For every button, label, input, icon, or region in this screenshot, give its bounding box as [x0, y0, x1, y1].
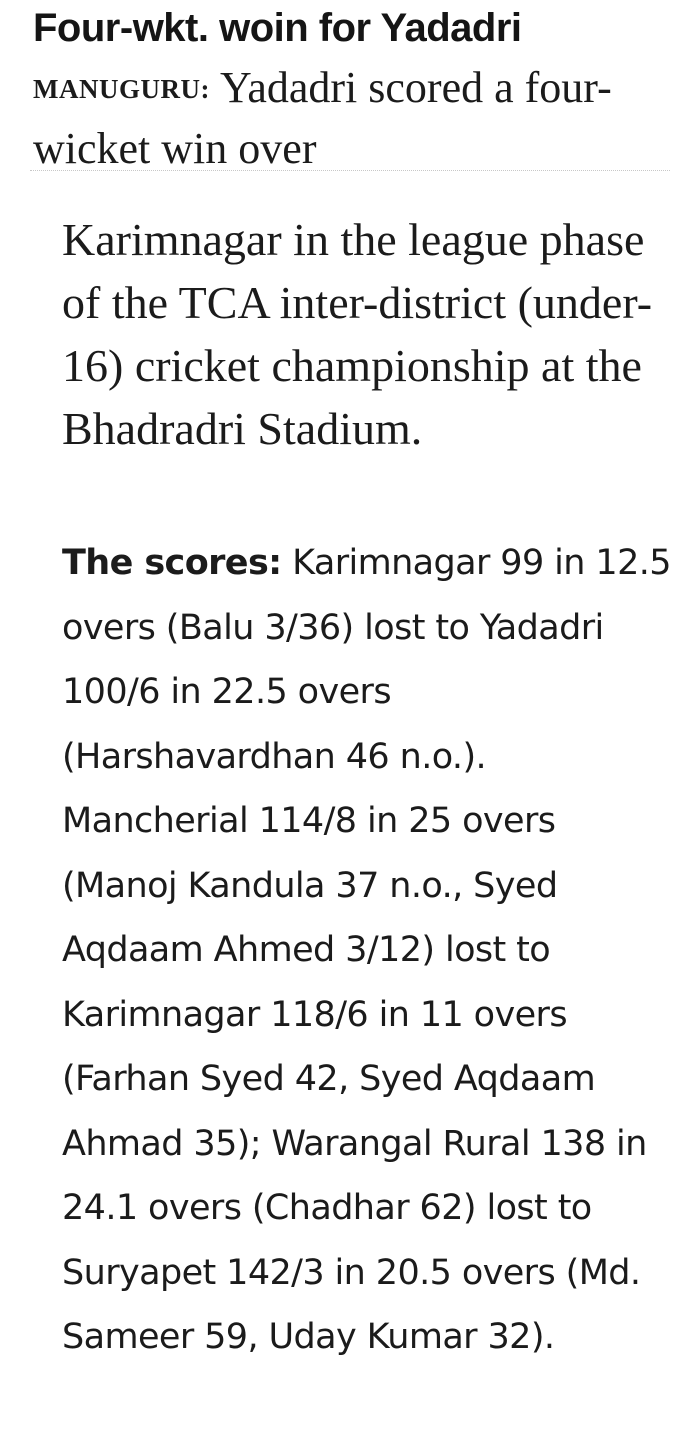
article-body: Karimnagar in the league phase of the TCA inter-district (under-16) cricket championship at the Bhadradri Stadium. — [62, 214, 653, 454]
article-intro — [33, 58, 673, 179]
scores-label: The scores: — [62, 543, 282, 583]
article-headline: Four-wkt. woin for Yadadri — [33, 6, 522, 50]
column-divider — [30, 170, 670, 179]
article-dateline: MANUGURU: — [33, 74, 210, 104]
scores-paragraph — [62, 531, 674, 1370]
article-intro-text: Yadadri scored a four-wicket win over — [33, 63, 612, 173]
scores-text: Karimnagar 99 in 12.5 overs (Balu 3/36) lost to Yadadri 100/6 in 22.5 overs (Harshavardhan 46 n.o.). Mancherial 114/8 in 25 overs (Manoj Kandula 37 n.o., Syed Aqdaam Ahmed 3/12) lost to Karimnagar 118/6 in 11 overs (Farhan Syed 42, Syed Aqdaam Ahmad 35); Warangal Rural 138 in 24.1 overs (Chadhar 62) lost to Suryapet 142/3 in 20.5 overs (Md. Sameer 59, Uday Kumar 32). — [62, 543, 671, 1357]
